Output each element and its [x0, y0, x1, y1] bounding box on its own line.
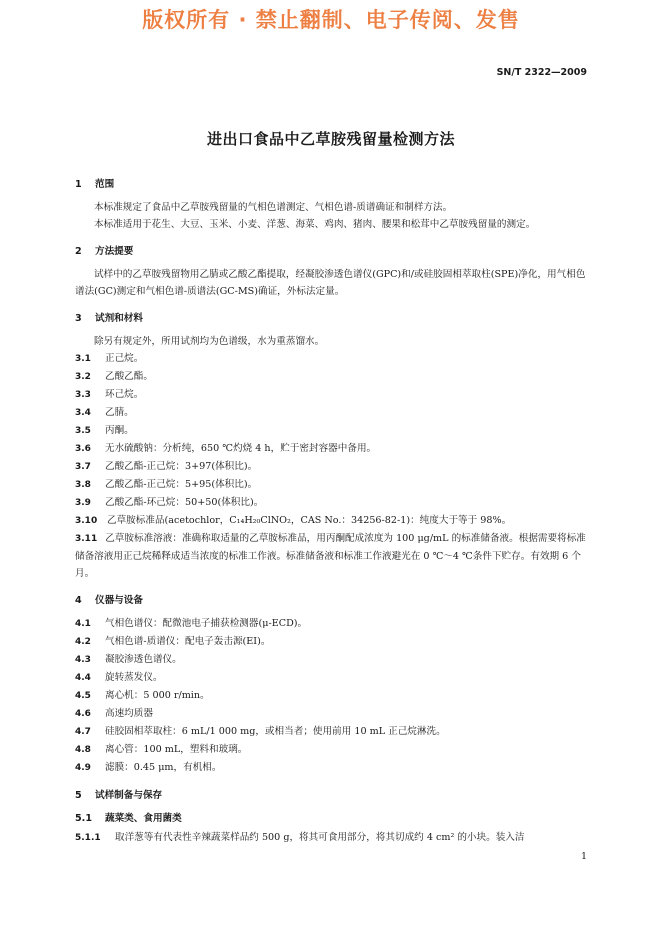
section-heading: 2 方法提要 — [75, 246, 134, 257]
paragraph: 试样中的乙草胺残留物用乙腈或乙酸乙酯提取，经凝胶渗透色谱仪(GPC)和/或硅胶固相萃取柱(SPE)净化，用气相色谱法(GC)测定和气相色谱-质谱法(GC-MS)确证，外标法定量。 — [75, 269, 586, 297]
list-item: 3.2 乙酸乙酯。 — [75, 371, 153, 382]
list-item: 3.8 乙酸乙酯-正己烷：5+95(体积比)。 — [75, 479, 258, 490]
section-heading: 3 试剂和材料 — [75, 313, 143, 324]
paragraph: 本标准规定了食品中乙草胺残留量的气相色谱测定、气相色谱-质谱确证和制样方法。 — [94, 202, 453, 213]
list-item: 5.1.1 取洋葱等有代表性辛辣蔬菜样品约 500 g，将其可食用部分，将其切成约 4 cm² 的小块。装入洁 — [75, 832, 525, 843]
section-heading: 5 试样制备与保存 — [75, 790, 163, 801]
list-item: 3.10 乙草胺标准品(acetochlor，C₁₄H₂₀ClNO₂，CAS No.：34256-82-1)：纯度大于等于 98%。 — [75, 515, 512, 526]
section-heading: 1 范围 — [75, 179, 115, 190]
list-item: 4.8 离心管：100 mL，塑料和玻璃。 — [75, 744, 248, 755]
list-item: 4.4 旋转蒸发仪。 — [75, 672, 163, 683]
list-item: 4.9 滤膜：0.45 μm，有机相。 — [75, 762, 222, 773]
list-item: 3.11 乙草胺标准溶液：准确称取适量的乙草胺标准品，用丙酮配成浓度为 100 μg/mL 的标准储备液。根据需要将标准储备溶液用正己烷稀释成适当浓度的标准工作液。标准储备液和标准工作液避光在 0 ℃～4 ℃条件下贮存。有效期 6 个月。 — [75, 533, 586, 579]
paragraph: 除另有规定外，所用试剂均为色谱级，水为重蒸馏水。 — [94, 336, 325, 347]
list-item: 4.7 硅胶固相萃取柱：6 mL/1 000 mg，或相当者；使用前用 10 mL 正己烷淋洗。 — [75, 726, 446, 737]
list-item: 3.7 乙酸乙酯-正己烷：3+97(体积比)。 — [75, 461, 258, 472]
list-item: 4.3 凝胶渗透色谱仪。 — [75, 654, 182, 665]
list-item: 4.1 气相色谱仪：配微池电子捕获检测器(μ-ECD)。 — [75, 618, 308, 629]
standard-number: SN/T 2322—2009 — [496, 67, 587, 78]
copyright-watermark: 版权所有 · 禁止翻制、电子传阅、发售 — [142, 8, 520, 32]
list-item: 3.9 乙酸乙酯-环己烷：50+50(体积比)。 — [75, 497, 264, 508]
list-item: 3.4 乙腈。 — [75, 407, 134, 418]
list-item: 4.6 高速均质器 — [75, 708, 153, 719]
list-item: 4.5 离心机：5 000 r/min。 — [75, 690, 210, 701]
list-item: 3.5 丙酮。 — [75, 425, 134, 436]
list-item: 3.3 环己烷。 — [75, 389, 144, 400]
document-title: 进出口食品中乙草胺残留量检测方法 — [206, 130, 455, 148]
paragraph: 本标准适用于花生、大豆、玉米、小麦、洋葱、海菜、鸡肉、猪肉、腰果和松茸中乙草胺残留量的测定。 — [94, 219, 536, 230]
list-item: 4.2 气相色谱-质谱仪：配电子轰击源(EI)。 — [75, 636, 271, 647]
subsection-heading: 5.1 蔬菜类、食用菌类 — [75, 813, 182, 824]
list-item: 3.6 无水硫酸钠：分析纯，650 ℃灼烧 4 h，贮于密封容器中备用。 — [75, 443, 377, 454]
section-heading: 4 仪器与设备 — [75, 595, 143, 606]
document-body — [75, 176, 587, 847]
page-number: 1 — [580, 851, 587, 862]
list-item: 3.1 正己烷。 — [75, 353, 144, 364]
